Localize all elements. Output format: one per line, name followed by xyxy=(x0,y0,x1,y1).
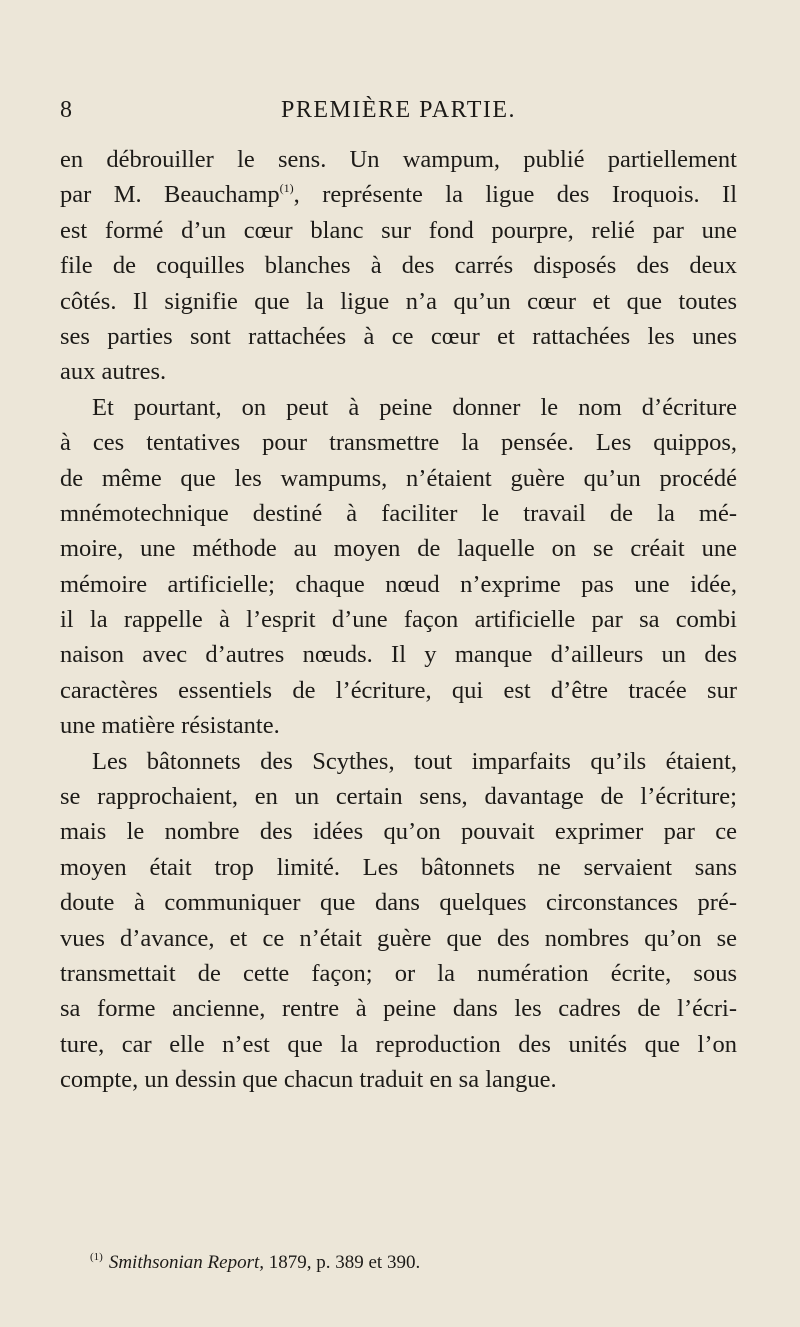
text-line: Les bâtonnets des Scythes, tout imparfaits qu’ils étaient, xyxy=(92,747,737,775)
text-line: moire, une méthode au moyen de laquelle on se créait une xyxy=(60,535,737,563)
text-line: sa forme ancienne, rentre à peine dans les cadres de l’écri- xyxy=(60,995,737,1023)
text-line: compte, un dessin que chacun traduit en sa langue. xyxy=(60,1066,557,1094)
text-line: vues d’avance, et ce n’était guère que des nombres qu’on se xyxy=(60,924,737,952)
text-fragment: , représente la ligue des Iroquois. Il xyxy=(293,181,738,209)
text-line: naison avec d’autres nœuds. Il y manque d’ailleurs un des xyxy=(60,641,737,669)
text-line: à ces tentatives pour transmettre la pensée. Les quippos, xyxy=(60,429,737,457)
text-line: mais le nombre des idées qu’on pouvait exprimer par ce xyxy=(60,818,737,846)
text-line: file de coquilles blanches à des carrés disposés des deux xyxy=(60,252,737,280)
text-line: transmettait de cette façon; or la numération écrite, sous xyxy=(60,959,737,987)
footnote-mark: (1) xyxy=(90,1251,103,1263)
text-line: est formé d’un cœur blanc sur fond pourpre, relié par une xyxy=(60,216,737,244)
text-fragment: par M. Beauchamp xyxy=(60,181,280,209)
text-line: côtés. Il signifie que la ligue n’a qu’un cœur et que toutes xyxy=(60,287,737,315)
footnote-source: Smithsonian Report, xyxy=(108,1252,264,1273)
text-line xyxy=(60,177,737,212)
text-line: mémoire artificielle; chaque nœud n’exprime pas une idée, xyxy=(60,570,737,598)
text-line: une matière résistante. xyxy=(60,712,280,740)
footnote-details: 1879, p. 389 et 390. xyxy=(264,1252,421,1273)
footnote-reference: (1) xyxy=(279,181,294,196)
text-line: caractères essentiels de l’écriture, qui est d’être tracée sur xyxy=(60,676,737,704)
text-line: Et pourtant, on peut à peine donner le nom d’écriture xyxy=(92,393,737,421)
text-line: aux autres. xyxy=(60,358,167,386)
text-line: moyen était trop limité. Les bâtonnets ne servaient sans xyxy=(60,853,737,881)
footnote xyxy=(90,1244,730,1276)
text-line: il la rappelle à l’esprit d’une façon artificielle par sa combi xyxy=(60,606,737,634)
text-line: mnémotechnique destiné à faciliter le travail de la mé- xyxy=(60,499,737,527)
page-number: 8 xyxy=(60,97,72,123)
text-line: se rapprochaient, en un certain sens, davantage de l’écriture; xyxy=(60,783,737,811)
text-line: doute à communiquer que dans quelques circonstances pré- xyxy=(60,889,737,917)
running-title: PREMIÈRE PARTIE. xyxy=(280,97,517,123)
text-line: en débrouiller le sens. Un wampum, publié partiellement xyxy=(60,146,737,173)
body-text xyxy=(60,142,737,1098)
page-header xyxy=(60,94,737,126)
text-line: de même que les wampums, n’étaient guère qu’un procédé xyxy=(60,464,737,492)
text-line: ses parties sont rattachées à ce cœur et rattachées les unes xyxy=(60,322,737,350)
text-line: ture, car elle n’est que la reproduction des unités que l’on xyxy=(60,1030,737,1058)
